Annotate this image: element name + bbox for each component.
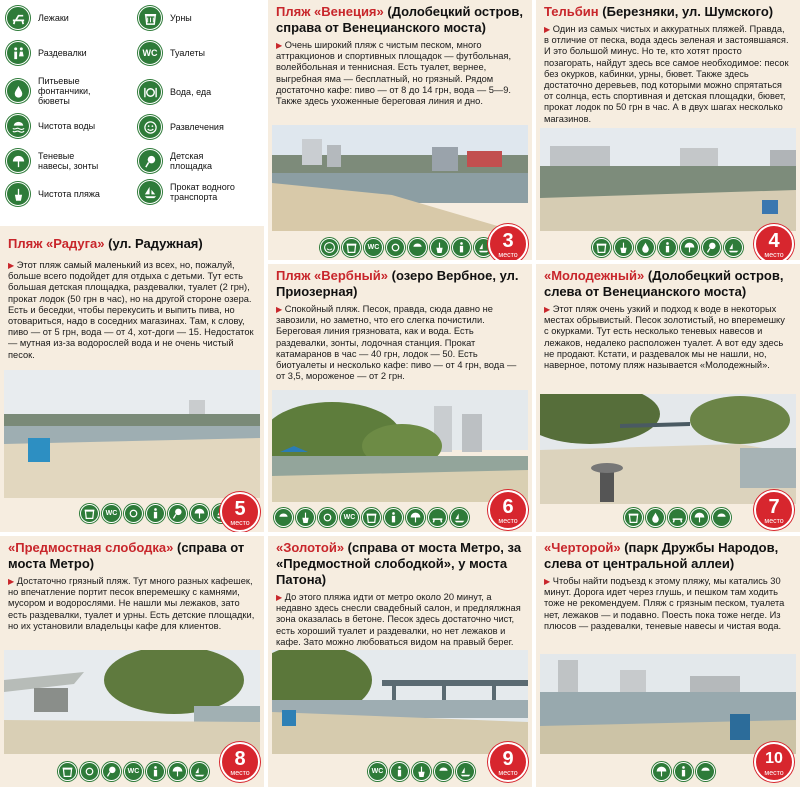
changing-room-icon [658, 238, 677, 257]
amenity-icons [58, 762, 209, 781]
beach-location: (ул. Радужная) [104, 236, 203, 251]
food-drink-icon [80, 762, 99, 781]
changing-room-icon [384, 508, 403, 527]
beach-location: (справа от моста Метро) [8, 540, 245, 571]
legend-item-drinking-fountain: Питьевые фонтанчики, бюветы [6, 76, 118, 106]
umbrella-icon [690, 508, 709, 527]
beach-location: (парк Дружбы Народов, слева от центральной аллеи) [544, 540, 779, 571]
boat-rental-icon [724, 238, 743, 257]
playground-icon [168, 504, 187, 523]
beach-photo [540, 394, 796, 504]
amenity-icons [652, 762, 715, 781]
beach-location: (Долобецкий остров, справа от Венецианского моста) [276, 4, 523, 35]
beach-card-zolotoy: «Золотой» (справа от моста Метро, за «Предмостной слободкой», у моста Патона) ▶ До этого пляжа идти от метро около 20 минут, а недавно здесь снесли свадебный салон, и предлялжная зона оказалась в бетоне. Песок здесь достаточно чист, есть хороший туалет и раздевалки, но нет лежаков и кафе. Зато можно любоваться видом на правый берег. WC 9 место [268, 536, 532, 787]
changing-room-icon [452, 238, 471, 257]
rank-badge: 4 место [754, 224, 794, 260]
legend-item-trash-bin: Урны [138, 6, 192, 30]
beach-description: Достаточно грязный пляж. Тут много разных кафешек, но впечатление портит песок вперемешку с камнями, мусором и водорослями. Не нашли мы лежаков, зато есть раздевалки, туалет и урны. Есть детские площадки, но их установили владельцы кафе для клиентов. [8, 576, 255, 631]
icon-legend [0, 0, 264, 222]
playground-icon [102, 762, 121, 781]
beach-description: Очень широкий пляж с чистым песком, много аттракционов и спортивных площадок — футбольная, волейбольная и теннисная. Есть туалет, вернее, выгребная яма — бесплатный, но грязный. Рядом достаточно кафе: пиво — от 8 до 14 грн, вода — 5—9. Также здесь ухоженные береговая линия и дно. [276, 40, 512, 107]
water-cleanliness-icon [274, 508, 293, 527]
changing-room-icon [674, 762, 693, 781]
beach-photo [272, 650, 528, 754]
beach-cleanliness-icon [296, 508, 315, 527]
toilet-icon: WC [102, 504, 121, 523]
amenity-icons [592, 238, 743, 257]
beach-photo [540, 128, 796, 231]
beach-name: «Черторой» [544, 540, 621, 555]
changing-room-icon [6, 41, 30, 65]
beach-name: «Предмостная слободка» [8, 540, 174, 555]
trash-bin-icon [80, 504, 99, 523]
water-cleanliness-icon [712, 508, 731, 527]
boat-rental-icon [190, 762, 209, 781]
beach-name: «Молодежный» [544, 268, 645, 283]
trash-bin-icon [138, 6, 162, 30]
beach-card-raduga: Пляж «Радуга» (ул. Радужная) ▶ Этот пляж самый маленький из всех, но, пожалуй, больше всего подойдет для отдыха с детьми. Тут есть большая детская площадка, раздевалки, туалет (2 грн), прокат лодок (50 грн в час), но на другой стороне озера. Есть и беседки, чтобы перекусить и выпить пива, но отовариться, надо в соседних магазинах. Там, к слову, пиво — от 5 грн, вода — от 4, хот-доги — 15. Недостаток — мутная из-за водорослей вода и не очень чистый песок. WC 5 место [0, 226, 264, 532]
boat-rental-icon [450, 508, 469, 527]
trash-bin-icon [592, 238, 611, 257]
beach-card-chertoroy: «Черторой» (парк Дружбы Народов, слева от центральной аллеи) ▶ Чтобы найти подъезд к этому пляжу, мы катались 30 минут. Дорога идет через глушь, и пешком там ходить тоже не рекомендуем. Пляж с грязным песком, туалета нет, лежаков — и подавно. Поесть пока тоже негде. Из плюсов — раздевалки, теневые навесы и чистая вода. 10 место [536, 536, 800, 787]
rank-badge: 6 место [488, 490, 528, 530]
beach-cleanliness-icon [430, 238, 449, 257]
beach-name: Тельбин [544, 4, 599, 19]
beach-name: Пляж «Вербный» [276, 268, 389, 283]
beach-location: (Долобецкий остров, слева от Венецианского моста) [544, 268, 784, 299]
beach-cleanliness-icon [6, 182, 30, 206]
toilet-icon: WC [124, 762, 143, 781]
beach-card-verbny: Пляж «Вербный» (озеро Вербное, ул. Приозерная) ▶ Спокойный пляж. Песок, правда, сюда давно не завозили, но заметно, что его слегка почистили. Береговая линия грязновата, как и вода. Есть раздевалки, зонты, лодочная станция. Прокат катамаранов в час — 40 грн, лодок — 50. Есть биотуалеты и несколько кафе: пиво — от 4 грн, вода — от 3,5, мороженое — от 2 грн. WC 6 место [268, 264, 532, 532]
amenity-icons [368, 762, 475, 781]
rank-badge: 5 место [220, 492, 260, 532]
boat-rental-icon [456, 762, 475, 781]
beach-name: Пляж «Венеция» [276, 4, 384, 19]
toilet-icon: WC [340, 508, 359, 527]
changing-room-icon [390, 762, 409, 781]
trash-bin-icon [624, 508, 643, 527]
beach-cleanliness-icon [412, 762, 431, 781]
trash-bin-icon [58, 762, 77, 781]
water-cleanliness-icon [434, 762, 453, 781]
lounger-icon [668, 508, 687, 527]
food-drink-icon [318, 508, 337, 527]
beach-photo [4, 370, 260, 498]
food-drink-icon [386, 238, 405, 257]
drinking-fountain-icon [636, 238, 655, 257]
food-drink-icon [124, 504, 143, 523]
umbrella-icon [168, 762, 187, 781]
beach-photo [272, 125, 528, 231]
beach-card-telbin: Тельбин (Березняки, ул. Шумского) ▶ Один из самых чистых и аккуратных пляжей. Правда, в отличие от песка, вода здесь зеленая и застоявшаяся. И это большой минус. Но те, кто хотят просто позагорать, найдут здесь все самое необходимое: песок без окурков, кабинки, урны, бювет. Также здесь достаточно деревьев, под которыми можно спрятаться от солнца, есть спортивная и детская площадки, бювет, прокат лодок по 50 грн в час. А в двух шагах несколько магазинов. 4 место [536, 0, 800, 260]
umbrella-icon [6, 149, 30, 173]
playground-icon [138, 149, 162, 173]
amenity-icons [320, 238, 493, 257]
beach-location: (справа от моста Метро, за «Предмостной слободкой», у моста Патона) [276, 540, 522, 587]
drinking-fountain-icon [6, 79, 30, 103]
beach-name: Пляж «Радуга» [8, 236, 105, 251]
beach-description: До этого пляжа идти от метро около 20 минут, а недавно здесь снесли свадебный салон, и предлялжная зона оказалась в бетоне. Песок здесь достаточно чист, есть хороший туалет и раздевалки, но нет лежаков и кафе. Зато можно любоваться видом на правый берег. [276, 592, 521, 647]
amenity-icons [624, 508, 731, 527]
entertainment-icon [320, 238, 339, 257]
beach-photo [272, 390, 528, 502]
boat-rental-icon [138, 180, 162, 204]
legend-item-changing-room: Раздевалки [6, 41, 87, 65]
amenity-icons [80, 504, 231, 523]
water-cleanliness-icon [696, 762, 715, 781]
beach-description: Спокойный пляж. Песок, правда, сюда давно не завозили, но заметно, что его слегка почистили. Береговая линия грязновата, как и вода. Есть раздевалки, зонты, лодочная станция. Прокат катамаранов в час — 40 грн, лодок — 50. Есть биотуалеты и несколько кафе: пиво — от 4 грн, вода — от 3,5, мороженое — от 2 грн. [276, 304, 517, 382]
beach-description: Этот пляж самый маленький из всех, но, пожалуй, больше всего подойдет для отдыха с детьми. Тут есть большая детская площадка, раздевалки, туалет (2 грн), прокат лодок (50 грн в час), но на другой стороне озера. Есть и беседки, чтобы перекусить и выпить пива, но отовариться, надо в соседних магазинах. Там, к слову, пиво — от 5 грн, вода — от 4, хот-доги — 15. Недостаток — мутная из-за водорослей вода и не очень чистый песок. [8, 260, 254, 360]
toilet-icon: WC [138, 41, 162, 65]
rank-badge: 8 место [220, 742, 260, 782]
legend-item-lounger: Лежаки [6, 6, 69, 30]
trash-bin-icon [362, 508, 381, 527]
rank-badge: 9 место [488, 742, 528, 782]
beach-photo [540, 654, 796, 754]
beach-photo [4, 650, 260, 754]
rank-badge: 3 место [488, 224, 528, 260]
water-cleanliness-icon [6, 114, 30, 138]
trash-bin-icon [342, 238, 361, 257]
toilet-icon: WC [364, 238, 383, 257]
beach-card-venice: Пляж «Венеция» (Долобецкий остров, справа от Венецианского моста) ▶ Очень широкий пляж с чистым песком, много аттракционов и спортивных площадок — футбольная, волейбольная и теннисная. Есть туалет, вернее, выгребная яма — бесплатный, но грязный. Рядом достаточно кафе: пиво — от 8 до 14 грн, вода — 5—9. Также здесь ухоженные береговая линия и дно. WC 3 место [268, 0, 532, 260]
changing-room-icon [146, 504, 165, 523]
toilet-icon: WC [368, 762, 387, 781]
beach-description: Один из самых чистых и аккуратных пляжей. Правда, в отличие от песка, вода здесь зеленая и застоявшаяся. И это большой минус. Но те, кто хотят просто позагорать, найдут здесь все самое необходимое: песок без окурков, кабинки, урны, бювет. Также здесь достаточно деревьев, под которыми можно спрятаться от солнца, есть спортивная и детская площадки, бювет, прокат лодок по 50 грн в час. А в двух шагах несколько магазинов. [544, 24, 789, 124]
legend-item-playground: Детская площадка [138, 149, 240, 173]
legend-item-water-cleanliness: Чистота воды [6, 114, 108, 138]
playground-icon [702, 238, 721, 257]
umbrella-icon [652, 762, 671, 781]
legend-item-toilet: WC Туалеты [138, 41, 205, 65]
legend-item-boat-rental: Прокат водного транспорта [138, 180, 250, 204]
legend-item-beach-cleanliness: Чистота пляжа [6, 182, 100, 206]
water-cleanliness-icon [408, 238, 427, 257]
rank-badge: 10 место [754, 742, 794, 782]
beach-location: (Березняки, ул. Шумского) [598, 4, 774, 19]
legend-item-umbrella: Теневые навесы, зонты [6, 149, 108, 173]
drinking-fountain-icon [646, 508, 665, 527]
umbrella-icon [680, 238, 699, 257]
umbrella-icon [406, 508, 425, 527]
beach-name: «Золотой» [276, 540, 345, 555]
beach-card-predmostnaya: «Предмостная слободка» (справа от моста Метро) ▶ Достаточно грязный пляж. Тут много разных кафешек, но впечатление портит песок вперемешку с камнями, мусором и водорослями. Не нашли мы лежаков, зато есть раздевалки, туалет и урны. Есть детские площадки, но их установили владельцы кафе для клиентов. WC 8 место [0, 536, 264, 787]
lounger-icon [6, 6, 30, 30]
lounger-icon [428, 508, 447, 527]
beach-cleanliness-icon [614, 238, 633, 257]
beach-card-molodezhny: «Молодежный» (Долобецкий остров, слева от Венецианского моста) ▶ Этот пляж очень узкий и подход к воде в некоторых местах обрывистый. Песок золотистый, но вперемешку с окурками. Тут есть несколько теневых навесов и лежаков, недалеко расположен туалет. А вот еду здесь не продают. Кстати, и раздевалок мы не нашли, но, наверное, потому пляж называется «Молодежный». 7 место [536, 264, 800, 532]
beach-location: (озеро Вербное, ул. Приозерная) [276, 268, 519, 299]
legend-item-entertainment: Развлечения [138, 115, 224, 139]
beach-description: Чтобы найти подъезд к этому пляжу, мы катались 30 минут. Дорога идет через глушь, и пешком там ходить тоже не рекомендуем. Пляж с грязным песком, туалета нет, лежаков — и подавно. Поесть пока тоже негде. Из плюсов — раздевалки, теневые навесы и чистая вода. [544, 576, 785, 631]
umbrella-icon [190, 504, 209, 523]
beach-description: Этот пляж очень узкий и подход к воде в некоторых местах обрывистый. Песок золотистый, но вперемешку с окурками. Тут есть несколько теневых навесов и лежаков, недалеко расположен туалет. А вот еду здесь не продают. Кстати, и раздевалок мы не нашли, но, наверное, потому пляж называется «Молодежный». [544, 304, 785, 371]
amenity-icons [274, 508, 469, 527]
entertainment-icon [138, 115, 162, 139]
rank-badge: 7 место [754, 490, 794, 530]
changing-room-icon [146, 762, 165, 781]
food-drink-icon [138, 80, 162, 104]
legend-item-food-drink: Вода, еда [138, 80, 211, 104]
